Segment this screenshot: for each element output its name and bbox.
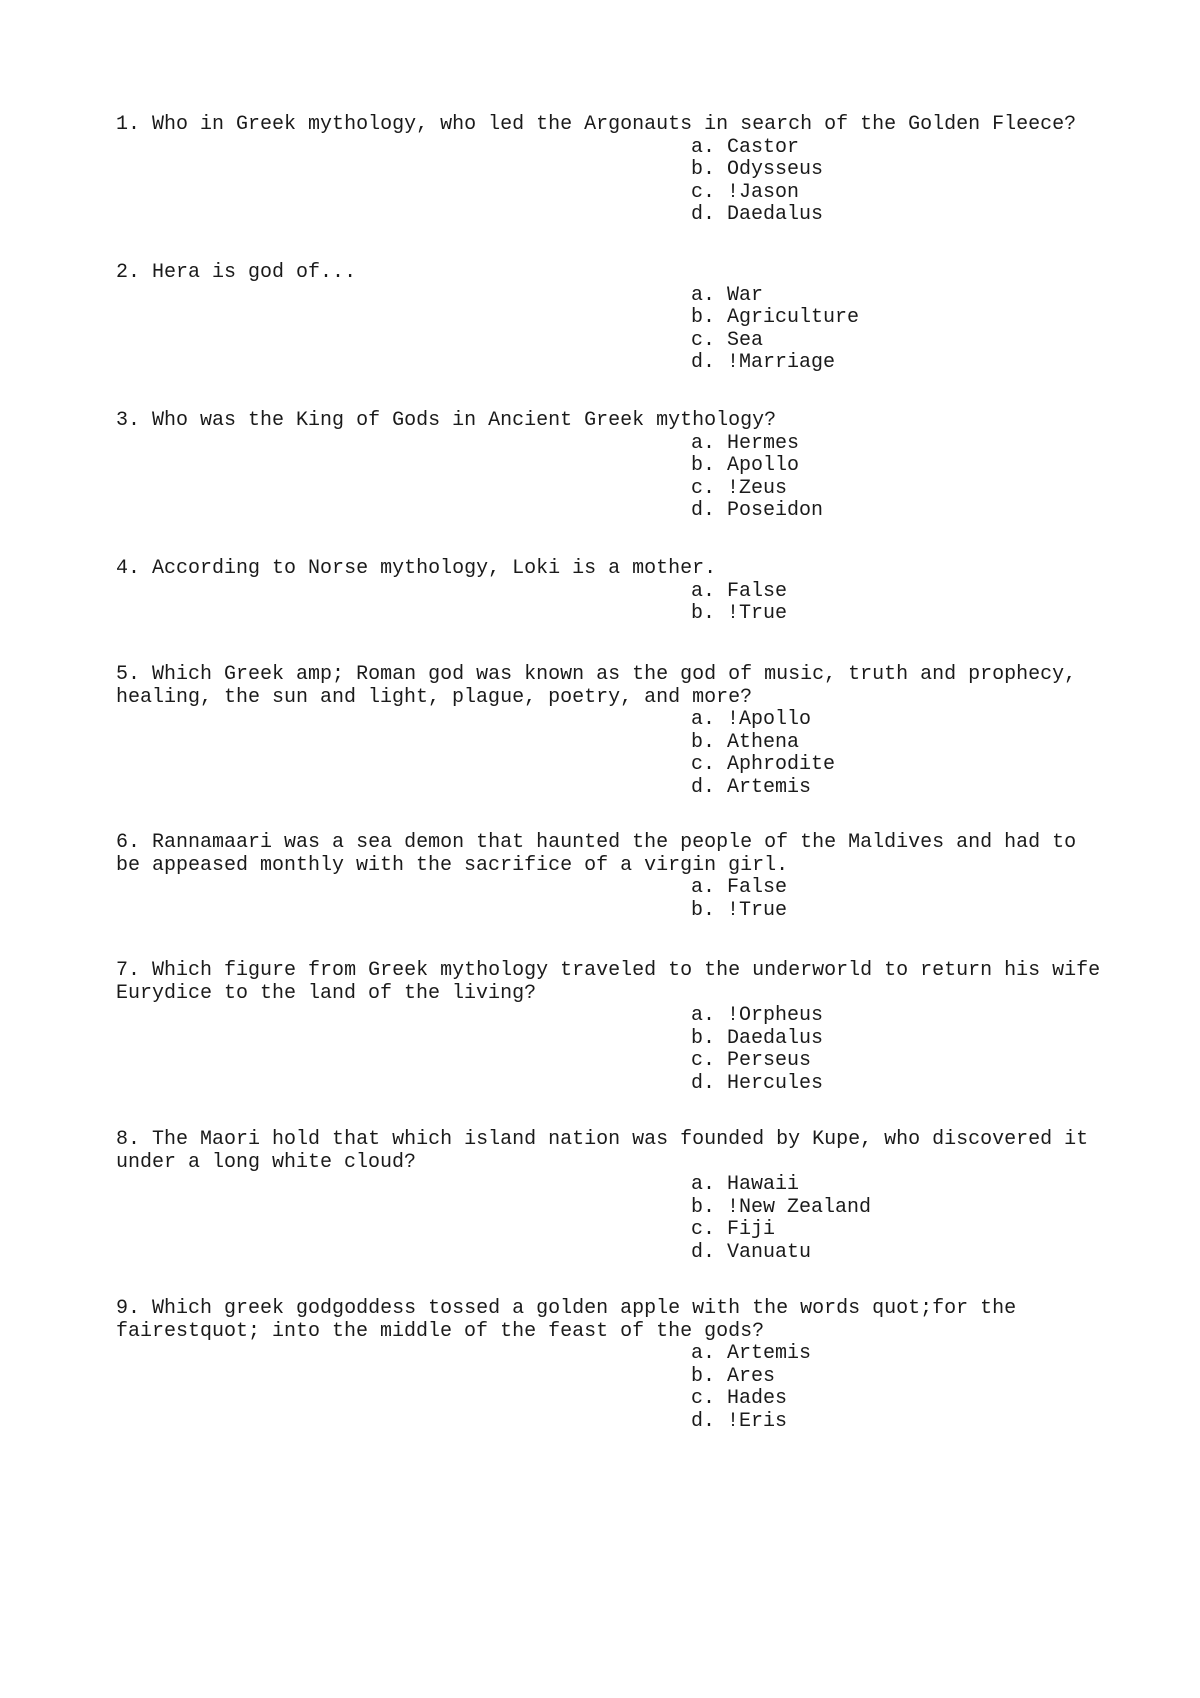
question-number: 4. <box>116 557 141 580</box>
answer-options <box>116 285 1106 375</box>
option-letter: d. <box>691 499 716 522</box>
option-letter: c. <box>691 328 716 352</box>
answer-option <box>691 500 1106 523</box>
option-text: Sea <box>727 328 764 352</box>
answer-option <box>691 204 1106 227</box>
answer-options <box>116 433 1106 523</box>
option-text: Hermes <box>727 431 800 455</box>
answer-option <box>691 182 1106 205</box>
question-number: 1. <box>116 113 141 136</box>
question-prompt: Which greek godgoddess tossed a golden apple with the words quot;for the fairestquot; into the middle of the feast of the gods? <box>116 1297 1029 1343</box>
question-text <box>116 832 1106 877</box>
option-text: Castor <box>727 135 800 159</box>
question-text <box>116 1298 1106 1343</box>
question-block <box>116 558 1106 626</box>
question-prompt: Rannamaari was a sea demon that haunted the people of the Maldives and had to be appeased monthly with the sacrifice of a virgin girl. <box>116 831 1089 877</box>
answer-options <box>116 581 1106 626</box>
option-letter: a. <box>691 579 716 603</box>
answer-option <box>691 307 1106 330</box>
question-prompt: Who was the King of Gods in Ancient Greek mythology? <box>152 409 777 432</box>
question-number: 7. <box>116 959 141 982</box>
question-prompt: According to Norse mythology, Loki is a mother. <box>152 557 717 580</box>
answer-option <box>691 1366 1106 1389</box>
question-prompt: Who in Greek mythology, who led the Argonauts in search of the Golden Fleece? <box>152 113 1077 136</box>
question-block <box>116 959 1113 1095</box>
option-letter: c. <box>691 180 716 204</box>
option-text: !Marriage <box>727 351 836 374</box>
answer-option <box>691 1343 1106 1366</box>
option-text: Aphrodite <box>727 753 836 776</box>
option-letter: a. <box>691 283 716 307</box>
answer-options <box>116 1174 1106 1264</box>
option-text: !True <box>727 898 788 922</box>
answer-options <box>116 709 1106 799</box>
answer-option <box>691 1028 1106 1051</box>
option-text: Odysseus <box>727 158 824 181</box>
answer-option <box>691 709 1106 732</box>
answer-options <box>116 137 1106 227</box>
option-text: !Orpheus <box>727 1004 824 1027</box>
answer-option <box>691 1174 1106 1197</box>
answer-option <box>691 1050 1106 1073</box>
option-text: Perseus <box>727 1049 812 1072</box>
option-letter: c. <box>691 753 716 776</box>
option-letter: a. <box>691 1173 716 1196</box>
option-text: War <box>727 283 764 307</box>
answer-options <box>116 1005 1106 1095</box>
option-letter: c. <box>691 1218 716 1241</box>
question-text <box>116 114 1106 137</box>
option-letter: a. <box>691 876 716 899</box>
answer-option <box>691 1411 1106 1434</box>
question-number: 2. <box>116 261 141 284</box>
option-letter: b. <box>691 602 716 625</box>
option-letter: a. <box>691 1342 716 1365</box>
question-block <box>116 410 1106 523</box>
option-text: Artemis <box>727 775 812 799</box>
answer-option <box>691 285 1106 308</box>
option-text: Agriculture <box>727 306 860 329</box>
option-text: Daedalus <box>727 1026 824 1050</box>
option-letter: b. <box>691 1195 716 1219</box>
option-letter: b. <box>691 1026 716 1050</box>
option-text: Athena <box>727 730 800 754</box>
question-block <box>116 832 1106 922</box>
option-letter: d. <box>691 1071 716 1095</box>
answer-option <box>691 1242 1106 1265</box>
answer-option <box>691 1197 1106 1220</box>
question-text <box>116 410 1106 433</box>
option-text: False <box>727 876 788 899</box>
option-text: !Zeus <box>727 476 788 500</box>
option-letter: c. <box>691 1049 716 1072</box>
question-prompt: Which figure from Greek mythology traveled to the underworld to return his wife Eurydice to the land of the living? <box>116 959 1113 1005</box>
answer-option <box>691 754 1106 777</box>
option-text: !Apollo <box>727 708 812 731</box>
option-letter: b. <box>691 158 716 181</box>
option-letter: d. <box>691 351 716 374</box>
question-number: 6. <box>116 831 141 854</box>
option-text: Fiji <box>727 1218 776 1241</box>
option-text: False <box>727 579 788 603</box>
question-text <box>116 558 1106 581</box>
option-text: Hawaii <box>727 1173 800 1196</box>
question-text <box>116 664 1106 709</box>
option-letter: b. <box>691 306 716 329</box>
option-letter: c. <box>691 1387 716 1410</box>
answer-option <box>691 603 1106 626</box>
answer-option <box>691 455 1106 478</box>
answer-option <box>691 478 1106 501</box>
answer-option <box>691 1073 1106 1096</box>
question-block <box>116 1129 1106 1264</box>
answer-options <box>116 877 1106 922</box>
option-text: Hercules <box>727 1071 824 1095</box>
option-text: Hades <box>727 1387 788 1410</box>
question-block <box>116 664 1106 799</box>
question-number: 5. <box>116 663 141 686</box>
question-block <box>116 1298 1106 1433</box>
option-letter: a. <box>691 1004 716 1027</box>
answer-option <box>691 159 1106 182</box>
question-number: 9. <box>116 1297 141 1320</box>
option-text: !True <box>727 602 788 625</box>
answer-option <box>691 900 1106 923</box>
answer-option <box>691 581 1106 604</box>
question-text <box>116 959 1113 1005</box>
option-text: Daedalus <box>727 203 824 226</box>
question-prompt: Hera is god of... <box>152 261 357 284</box>
option-text: !Jason <box>727 180 800 204</box>
option-text: Artemis <box>727 1342 812 1365</box>
question-block <box>116 114 1106 227</box>
option-letter: a. <box>691 431 716 455</box>
question-text <box>116 262 1106 285</box>
answer-option <box>691 1219 1106 1242</box>
option-letter: c. <box>691 476 716 500</box>
question-block <box>116 262 1106 375</box>
option-text: Ares <box>727 1364 776 1388</box>
option-letter: a. <box>691 708 716 731</box>
option-letter: b. <box>691 898 716 922</box>
option-letter: d. <box>691 1409 716 1433</box>
answer-option <box>691 732 1106 755</box>
answer-option <box>691 137 1106 160</box>
answer-option <box>691 777 1106 800</box>
option-text: !Eris <box>727 1409 788 1433</box>
answer-option <box>691 1388 1106 1411</box>
answer-option <box>691 1005 1106 1028</box>
question-prompt: Which Greek amp; Roman god was known as the god of music, truth and prophecy, healing, the sun and light, plague, poetry, and more? <box>116 663 1089 709</box>
option-text: Vanuatu <box>727 1240 812 1264</box>
question-number: 8. <box>116 1128 141 1151</box>
option-letter: d. <box>691 775 716 799</box>
option-text: Apollo <box>727 454 800 477</box>
answer-option <box>691 352 1106 375</box>
answer-option <box>691 433 1106 456</box>
option-letter: a. <box>691 135 716 159</box>
option-text: Poseidon <box>727 499 824 522</box>
option-letter: d. <box>691 203 716 226</box>
option-letter: b. <box>691 1364 716 1388</box>
option-letter: d. <box>691 1240 716 1264</box>
question-prompt: The Maori hold that which island nation was founded by Kupe, who discovered it under a long white cloud? <box>116 1128 1101 1174</box>
option-letter: b. <box>691 730 716 754</box>
question-number: 3. <box>116 409 141 432</box>
answer-options <box>116 1343 1106 1433</box>
question-text <box>116 1129 1106 1174</box>
option-letter: b. <box>691 454 716 477</box>
option-text: !New Zealand <box>727 1195 872 1219</box>
answer-option <box>691 330 1106 353</box>
answer-option <box>691 877 1106 900</box>
